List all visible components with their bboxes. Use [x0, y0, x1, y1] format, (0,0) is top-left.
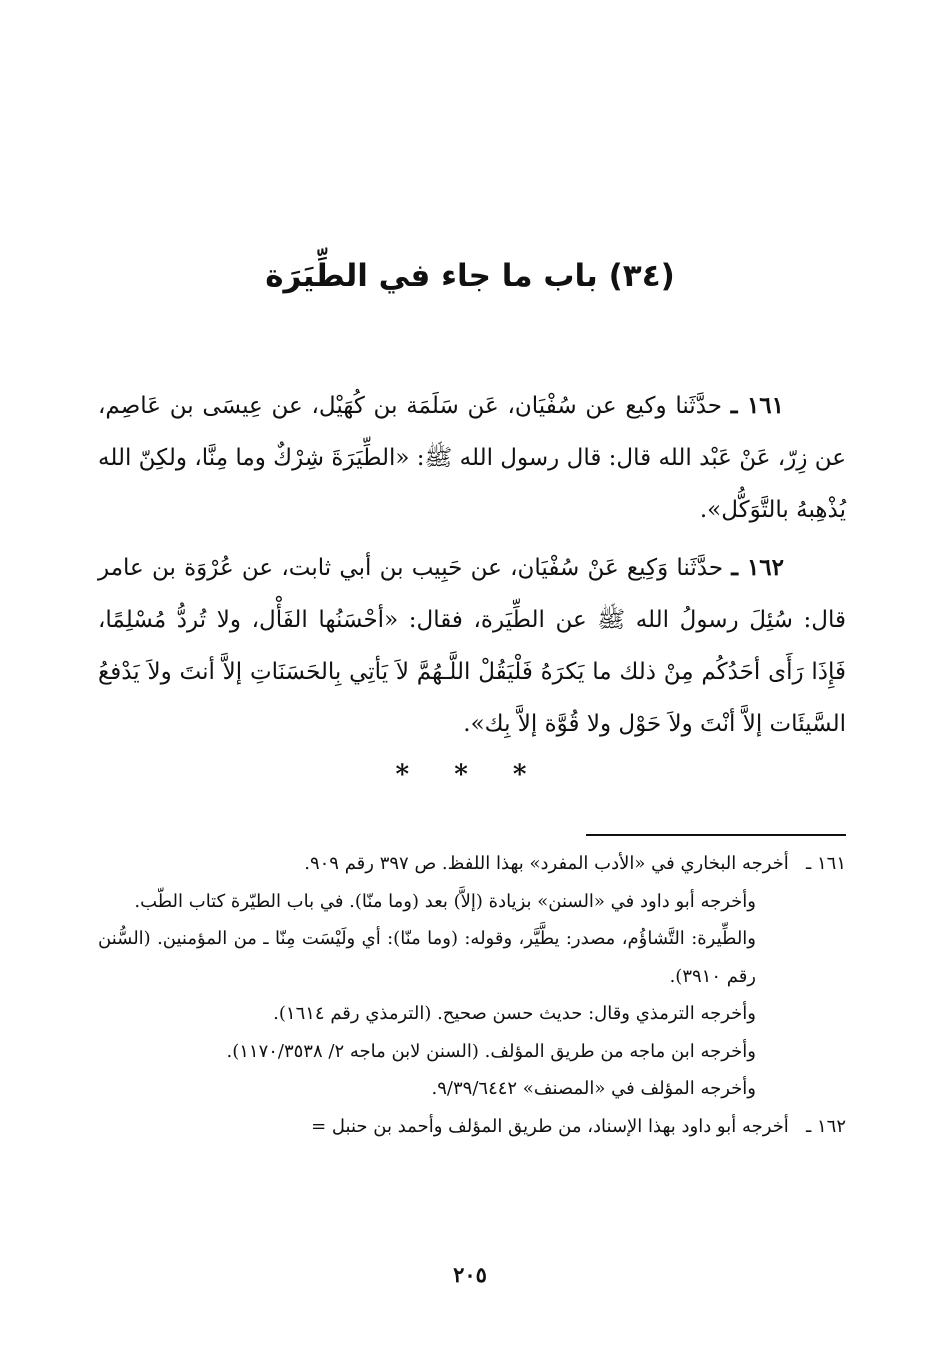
hadith-161: [98, 380, 846, 536]
hadith-number: ١٦١ ـ: [730, 392, 784, 419]
hadith-text: حدَّثَنا وكيع عن سُفْيَان، عَن سَلَمَة بن كُهَيْل، عن عِيسَى بن عَاصِم، عن زِرّ، عَنْ عَبْد الله قال: قال رسول الله ﷺ: «الطِّيَرَةَ شِرْكٌ وما مِنَّا، ولكِنّ الله يُذْهِبهُ بالتَّوَكُّل».: [98, 393, 846, 523]
hadith-text: حدَّثَنا وَكِيع عَنْ سُفْيَان، عن حَبِيب بن أبي ثابت، عن عُرْوَة بن عامر قال: سُئِلَ رسولُ الله ﷺ عن الطِّيَرة، فقال: «أحْسَنُها الفَأْل، ولا تُردُّ مُسْلِمًا، فَإِذَا رَأَى أحَدُكُم مِنْ ذلك ما يَكرَهُ فَلْيَقُلْ اللَّـهُمَّ لاَ يَأتِي بِالحَسَنَاتِ إلاَّ أنتَ ولاَ يَدْفعُ السَّيئَات إلاَّ أنْتَ ولاَ حَوْل ولا قُوَّة إلاَّ بِك».: [98, 555, 846, 737]
footnote-text: أخرجه أبو داود بهذا الإسناد، من طريق المؤلف وأحمد بن حنبل =: [311, 1115, 789, 1137]
footnote-number: ١٦٢ ـ: [805, 1115, 846, 1137]
chapter-title: (٣٤) باب ما جاء في الطِّيَرَة: [265, 258, 675, 294]
section-separator: * * *: [395, 760, 545, 790]
footnote-text: أخرجه البخاري في «الأدب المفرد» بهذا اللفظ. ص ٣٩٧ رقم ٩٠٩.: [304, 853, 789, 874]
page-number: ٢٠٥: [453, 1262, 487, 1287]
footnote-line: وأخرجه المؤلف في «المصنف» ٩/٣٩/٦٤٤٢.: [431, 1078, 756, 1099]
footnote-divider: [586, 834, 846, 836]
footnote-number: ١٦١ ـ: [805, 853, 846, 874]
hadith-number: ١٦٢ ـ: [731, 554, 785, 581]
hadith-body: [98, 380, 846, 756]
footnote-line: وأخرجه ابن ماجه من طريق المؤلف. (السنن لابن ماجه ٢/ ١١٧٠/٣٥٣٨).: [226, 1040, 756, 1062]
footnote-line: وأخرجه الترمذي وقال: حديث حسن صحيح. (الترمذي رقم ١٦١٤).: [273, 1003, 756, 1024]
footnote-line: والطِّيرة: التَّشاؤُم، مصدر: يطَّيَّر، وقوله: (وما منّا): أي ولَيْسَت مِنّا ـ من المؤمنين. (السُّنن رقم ٣٩١٠).: [98, 928, 756, 987]
hadith-162: [98, 542, 846, 750]
footnote-line: وأخرجه أبو داود في «السنن» بزيادة (إلاَّ) بعد (وما منّا). في باب الطيّرة كتاب الطّب.: [134, 890, 756, 912]
footnotes: [98, 845, 846, 1145]
footnote-162: [98, 1108, 846, 1146]
footnote-161: [98, 845, 846, 883]
